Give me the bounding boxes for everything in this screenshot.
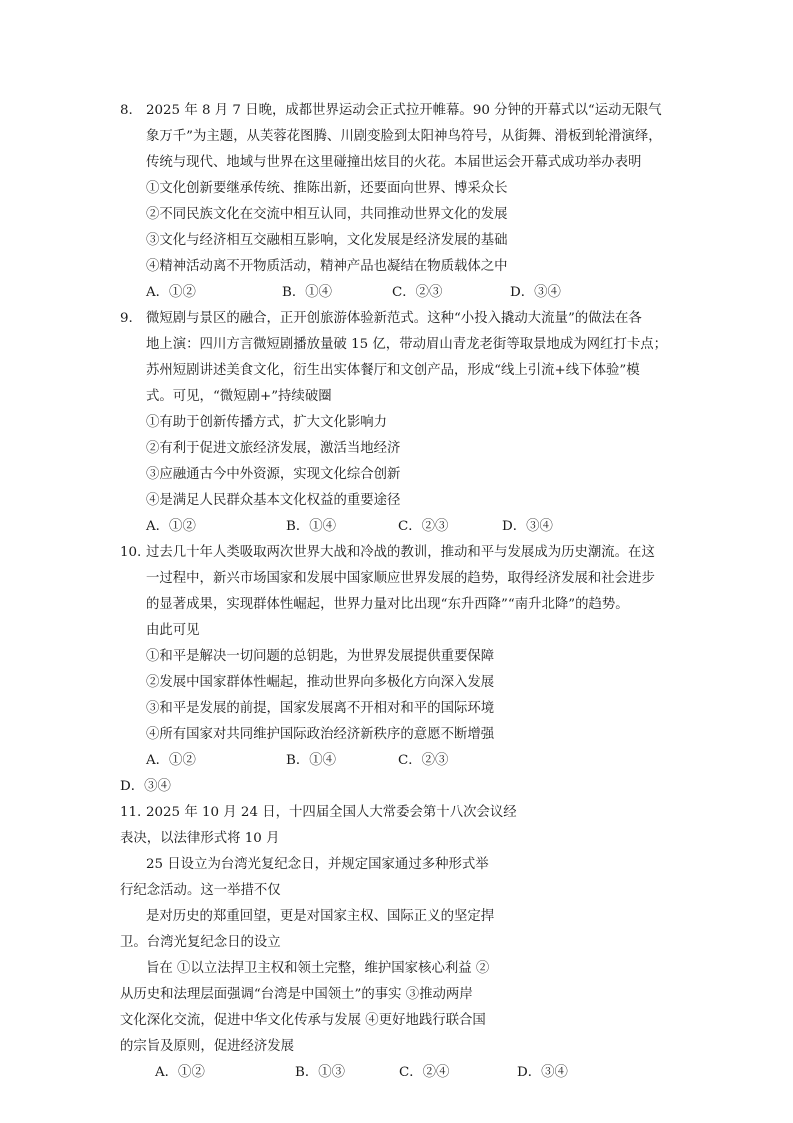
q8-option-d[interactable]: D．③④	[510, 285, 561, 300]
q9-stem-line-1: 微短剧与景区的融合，正开创旅游体验新范式。这种“小投入撬动大流量”的做法在各	[146, 311, 642, 326]
q8-statement-4: ④精神活动离不开物质活动，精神产品也凝结在物质载体之中	[146, 259, 508, 274]
q11-line-8: 从历史和法理层面强调“台湾是中国领土”的事实 ③推动两岸	[120, 987, 473, 1002]
q8-stem-line-1: 2025 年 8 月 7 日晚，成都世界运动会正式拉开帷幕。90 分钟的开幕式以“运动无限气	[146, 103, 662, 118]
q8-statement-1: ①文化创新要继承传统、推陈出新，还要面向世界、博采众长	[146, 181, 508, 196]
q9-statement-2: ②有利于促进文旅经济发展，激活当地经济	[146, 441, 401, 456]
q11-line-5: 是对历史的郑重回望，更是对国家主权、国际正义的坚定捍	[146, 909, 495, 924]
q10-option-b[interactable]: B．①④	[286, 753, 337, 768]
q9-statement-1: ①有助于创新传播方式，扩大文化影响力	[146, 415, 388, 430]
q9-option-b[interactable]: B．①④	[286, 519, 337, 534]
q11-line-10: 的宗旨及原则，促进经济发展	[120, 1039, 295, 1054]
q9-option-a[interactable]: A．①②	[146, 519, 196, 534]
q8-stem-line-2: 象万千”为主题，从芙蓉花图腾、川剧变脸到太阳神鸟符号，从街舞、滑板到轮滑演绎，	[146, 129, 662, 144]
q8-statement-2: ②不同民族文化在交流中相互认同，共同推动世界文化的发展	[146, 207, 508, 222]
q10-stem-line-4: 由此可见	[146, 623, 200, 638]
q11-line-6: 卫。台湾光复纪念日的设立	[120, 935, 281, 950]
q11-option-d[interactable]: D．③④	[517, 1065, 568, 1080]
q9-stem-line-3: 苏州短剧讲述美食文化，衍生出实体餐厅和文创产品，形成“线上引流+线下体验”模	[146, 363, 640, 378]
q10-statement-2: ②发展中国家群体性崛起，推动世界向多极化方向深入发展	[146, 675, 495, 690]
q11-line-4: 行纪念活动。这一举措不仅	[120, 883, 281, 898]
q10-number: 10.	[120, 545, 142, 560]
q10-option-c[interactable]: C．②③	[398, 753, 449, 768]
q8-number: 8.	[120, 103, 133, 118]
q10-statement-3: ③和平是发展的前提，国家发展离不开相对和平的国际环境	[146, 701, 495, 716]
q8-option-c[interactable]: C．②③	[392, 285, 443, 300]
q10-statement-1: ①和平是解决一切问题的总钥匙，为世界发展提供重要保障	[146, 649, 495, 664]
q11-number: 11.	[120, 805, 142, 820]
q9-option-c[interactable]: C．②③	[398, 519, 449, 534]
q11-line-3: 25 日设立为台湾光复纪念日，并规定国家通过多种形式举	[146, 857, 489, 872]
q10-stem-line-2: 一过程中，新兴市场国家和发展中国家顺应世界发展的趋势，取得经济发展和社会进步	[146, 571, 655, 586]
q9-stem-line-2: 地上演：四川方言微短剧播放量破 15 亿，带动眉山青龙老街等取景地成为网红打卡点；	[146, 337, 668, 352]
q9-number: 9.	[120, 311, 133, 326]
q11-line-2: 表决，以法律形式将 10 月	[120, 831, 280, 846]
q11-line-9: 文化深化交流，促进中华文化传承与发展 ④更好地践行联合国	[120, 1013, 486, 1028]
q9-stem-line-4: 式。可见，“微短剧+”持续破圈	[146, 389, 332, 404]
q10-stem-line-1: 过去几十年人类吸取两次世界大战和冷战的教训，推动和平与发展成为历史潮流。在这	[146, 545, 655, 560]
q11-option-a[interactable]: A．①②	[155, 1065, 205, 1080]
q10-option-d[interactable]: D．③④	[120, 779, 171, 794]
q8-statement-3: ③文化与经济相互交融相互影响，文化发展是经济发展的基础	[146, 233, 508, 248]
q9-statement-4: ④是满足人民群众基本文化权益的重要途径	[146, 493, 401, 508]
q10-statement-4: ④所有国家对共同维护国际政治经济新秩序的意愿不断增强	[146, 727, 495, 742]
q10-option-a[interactable]: A．①②	[146, 753, 196, 768]
q8-stem-line-3: 传统与现代、地域与世界在这里碰撞出炫目的火花。本届世运会开幕式成功举办表明	[146, 155, 642, 170]
q8-option-a[interactable]: A．①②	[146, 285, 196, 300]
q11-line-7: 旨在 ①以立法捍卫主权和领土完整，维护国家核心利益 ②	[146, 961, 490, 976]
q11-line-1: 2025 年 10 月 24 日，十四届全国人大常委会第十八次会议经	[146, 805, 517, 820]
q9-statement-3: ③应融通古今中外资源，实现文化综合创新	[146, 467, 401, 482]
q11-option-c[interactable]: C．②④	[399, 1065, 450, 1080]
q9-option-d[interactable]: D．③④	[502, 519, 553, 534]
q8-option-b[interactable]: B．①④	[282, 285, 333, 300]
q10-stem-line-3: 的显著成果，实现群体性崛起，世界力量对比出现“东升西降”“南升北降”的趋势。	[146, 597, 629, 612]
q11-option-b[interactable]: B．①③	[295, 1065, 346, 1080]
